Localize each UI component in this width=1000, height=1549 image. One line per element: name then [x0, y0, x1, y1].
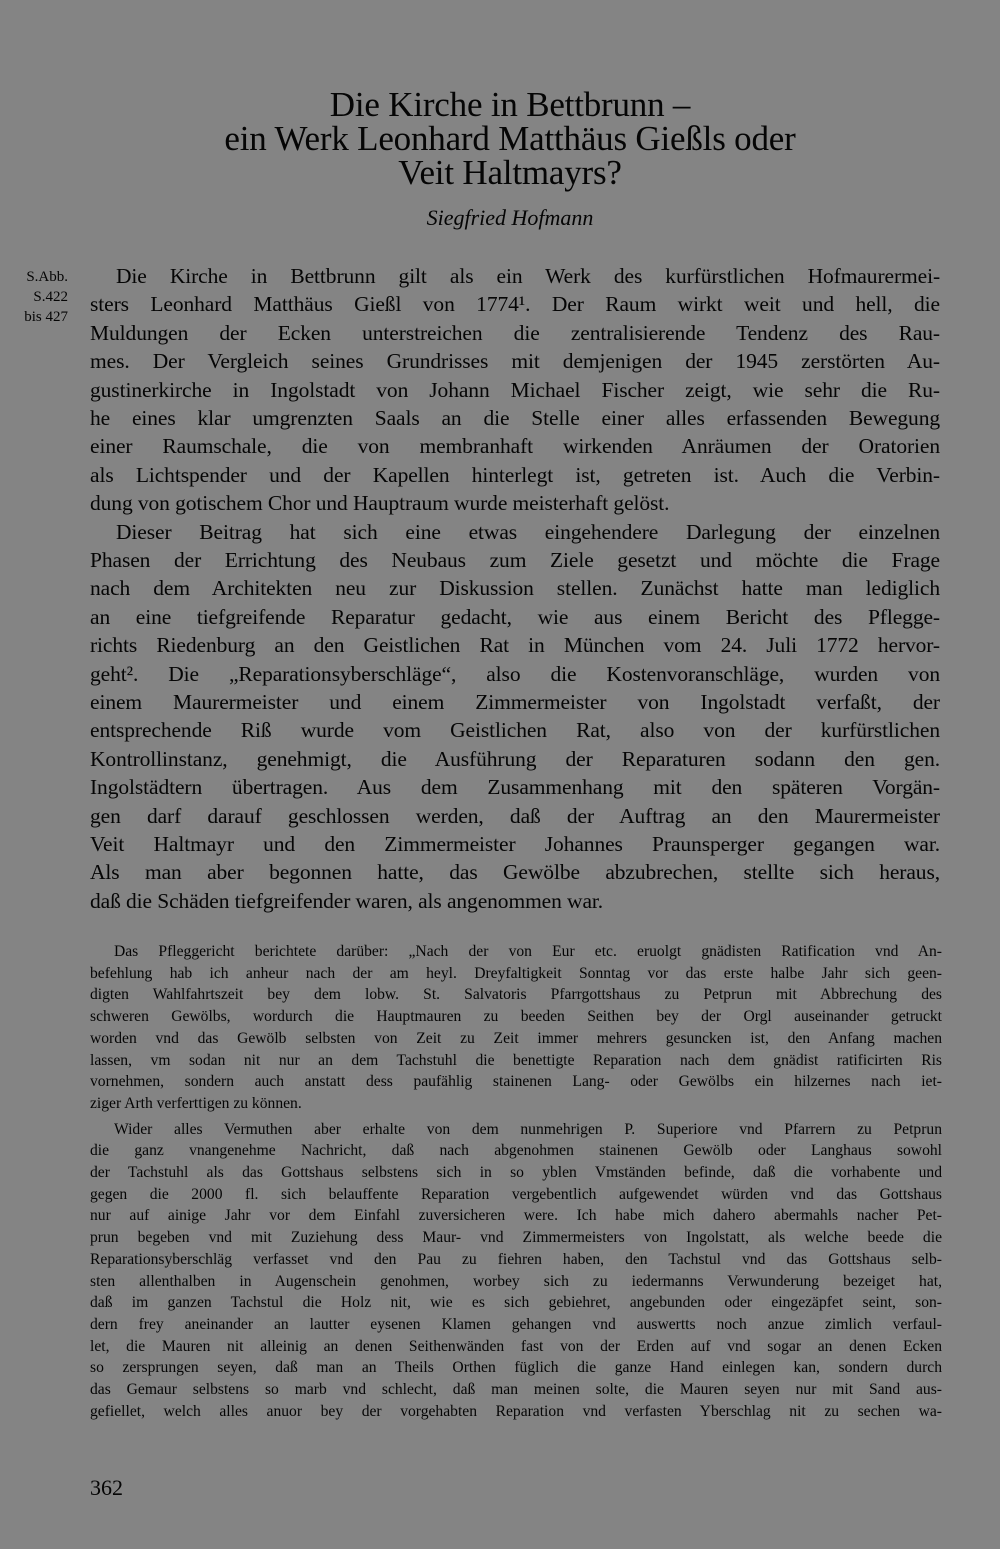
body-text-line: an eine tiefgreifende Reparatur gedacht, wie aus einem Bericht des Pflegge-	[90, 604, 940, 629]
footnote-line: gefiellet, welch alles anuor bey der vorgehabten Reparation vnd verfasten Yberschlag nit zu sechen wa-	[90, 1402, 942, 1420]
footnote-line: Das Pfleggericht berichtete darüber: „Nach der von Eur etc. eruolgt gnädisten Ratification vnd An-	[114, 943, 942, 960]
body-text-line: dung von gotischem Chor und Hauptraum wurde meisterhaft gelöst.	[90, 491, 670, 516]
footnote-line: let, die Mauren nit alleinig an denen Seithenwänden fast von der Erden auf vnd sogar an denen Ecken	[90, 1337, 942, 1355]
body-text-line: Dieser Beitrag hat sich eine etwas eingehendere Darlegung der einzelnen	[116, 519, 940, 544]
article-title-line-1: Die Kirche in Bettbrunn –	[329, 85, 691, 124]
footnote-line: prun begeben vnd mit Zuziehung dess Maur- vnd Zimmermeisters von Ingolstatt, als welche beede die	[90, 1229, 942, 1247]
footnote-line: vornehmen, sondern auch anstatt dess paufählig stainenen Lang- oder Gewölbs ein hilzernes nach iet-	[90, 1073, 942, 1091]
footnote-line: schweren Gewölbs, wordurch die Hauptmauren zu beeden Seithen bey der Orgl auseinander getruckt	[90, 1008, 942, 1026]
footnote-line: gegen die 2000 fl. sich belauffente Reparation vergebentlich aufgewendet würden vnd das Gottshaus	[90, 1185, 942, 1203]
body-text-line: geht². Die „Reparationsyberschläge“, also die Kostenvoranschläge, wurden von	[90, 661, 940, 686]
article-author: Siegfried Hofmann	[426, 205, 594, 230]
article-title-line-2: ein Werk Leonhard Matthäus Gießls oder	[224, 119, 796, 158]
footnote-line: befehlung hab ich anheur nach der am heyl. Dreyfaltigkeit Sonntag vor das erste halbe Jahr sich geen-	[90, 964, 942, 982]
footnote-line: dern frey aneinander an lautter eysenen Klamen gehangen vnd auswertts noch anzue zimlich verfaul-	[90, 1315, 942, 1333]
body-text-line: gustinerkirche in Ingolstadt von Johann Michael Fischer zeigt, wie sehr die Ru-	[90, 377, 940, 402]
footnote-line: ziger Arth verferttigen zu können.	[90, 1094, 302, 1112]
article-title-line-3: Veit Haltmayrs?	[398, 153, 622, 192]
footnote-line: der Tachstuhl als das Gottshaus selbstens sich in so yblen Vmständen befinde, daß die vorhabente und	[90, 1164, 942, 1181]
body-text-line: sters Leonhard Matthäus Gießl von 1774¹. Der Raum wirkt weit und hell, die	[90, 292, 940, 317]
body-text-line: Kontrollinstanz, genehmigt, die Ausführung der Reparaturen sodann den gen.	[90, 746, 940, 771]
body-text-line: Phasen der Errichtung des Neubaus zum Ziele gesetzt und möchte die Frage	[90, 548, 940, 572]
footnote-line: digten Wahlfahrtszeit bey dem lobw. St. Salvatoris Pfarrgottshaus zu Petprun mit Abbrechung des	[90, 986, 942, 1004]
footnote-line: Wider alles Vermuthen aber erhalte von dem nunmehrigen P. Superiore vnd Pfarrern zu Petprun	[114, 1120, 942, 1138]
body-text-line: richts Riedenburg an den Geistlichen Rat in München vom 24. Juli 1772 hervor-	[90, 633, 940, 658]
body-text-line: Als man aber begonnen hatte, das Gewölbe abzubrechen, stellte sich heraus,	[90, 860, 940, 885]
body-text-line: gen darf darauf geschlossen werden, daß der Auftrag an den Maurermeister	[90, 803, 940, 828]
footnote-line: die ganz vnangenehme Nachricht, daß nach abgenohmen stainenen Gewölb oder Langhaus sowohl	[90, 1142, 942, 1160]
body-text-line: he eines klar umgrenzten Saals an die Stelle einer alles erfassenden Bewegung	[90, 406, 940, 430]
footnote-line: das Gemaur selbstens so marb vnd schlecht, daß man meinen solte, die Mauren seyen nur mit Sand aus-	[90, 1381, 942, 1398]
margin-note-line: bis 427	[24, 309, 68, 325]
footnote-line: lassen, vm sodan nit nur an dem Tachstuhl die benettigte Reparation nach dem gnädist ratificirten Ris	[90, 1051, 942, 1069]
body-text-line: entsprechende Riß wurde vom Geistlichen Rat, also von der kurfürstlichen	[90, 718, 940, 743]
footnote-line: daß im ganzen Tachstul die Holz nit, wie es sich gebiehret, angebunden oder eingezäpfet seint, son-	[90, 1294, 942, 1312]
body-text-line: als Lichtspender und der Kapellen hinterlegt ist, getreten ist. Auch die Verbin-	[90, 462, 940, 487]
body-text-line: Veit Haltmayr und den Zimmermeister Johannes Praunsperger gegangen war.	[90, 832, 940, 856]
body-text-line: einem Maurermeister und einem Zimmermeister von Ingolstadt verfaßt, der	[90, 690, 940, 714]
margin-note-figure-reference	[4, 267, 68, 327]
body-text-line: daß die Schäden tiefgreifender waren, als angenommen war.	[90, 888, 604, 913]
body-text-line: Ingolstädtern übertragen. Aus dem Zusammenhang mit den späteren Vorgän-	[90, 775, 940, 800]
body-text-line: nach dem Architekten neu zur Diskussion stellen. Zunächst hatte man lediglich	[90, 576, 940, 601]
footnote-line: worden vnd das Gewölb selbsten von Zeit zu Zeit immer mehrers gesuncken ist, den Anfang machen	[90, 1029, 942, 1047]
margin-note-line: S.422	[33, 289, 68, 305]
body-text-line: einer Raumschale, die von membranhaft wirkenden Anräumen der Oratorien	[90, 434, 940, 459]
footnote-line: nur auf ainige Jahr vor dem Einfahl zuversicheren were. Ich habe mich dahero abermahls nacher Pet-	[90, 1207, 942, 1225]
footnote-line: sten allenthalben in Augenschein genohmen, worbey sich zu iedermanns Verwunderung bezeiget hat,	[90, 1272, 942, 1290]
page-number: 362	[90, 1475, 123, 1500]
footnote-line: Reparationsyberschläg verfasset vnd den Pau zu fiehren haben, den Tachstul vnd das Gottshaus selb-	[90, 1250, 942, 1268]
footnote-line: so zersprungen seyen, daß man an Theils Orthen füglich die ganze Hand einlegen kan, sondern durch	[90, 1359, 942, 1377]
body-text-line: Die Kirche in Bettbrunn gilt als ein Werk des kurfürstlichen Hofmaurermei-	[116, 264, 940, 288]
margin-note-line: S.Abb.	[26, 269, 68, 285]
body-text-line: Muldungen der Ecken unterstreichen die zentralisierende Tendenz des Rau-	[90, 320, 940, 345]
body-text-line: mes. Der Vergleich seines Grundrisses mit demjenigen der 1945 zerstörten Au-	[90, 349, 940, 374]
